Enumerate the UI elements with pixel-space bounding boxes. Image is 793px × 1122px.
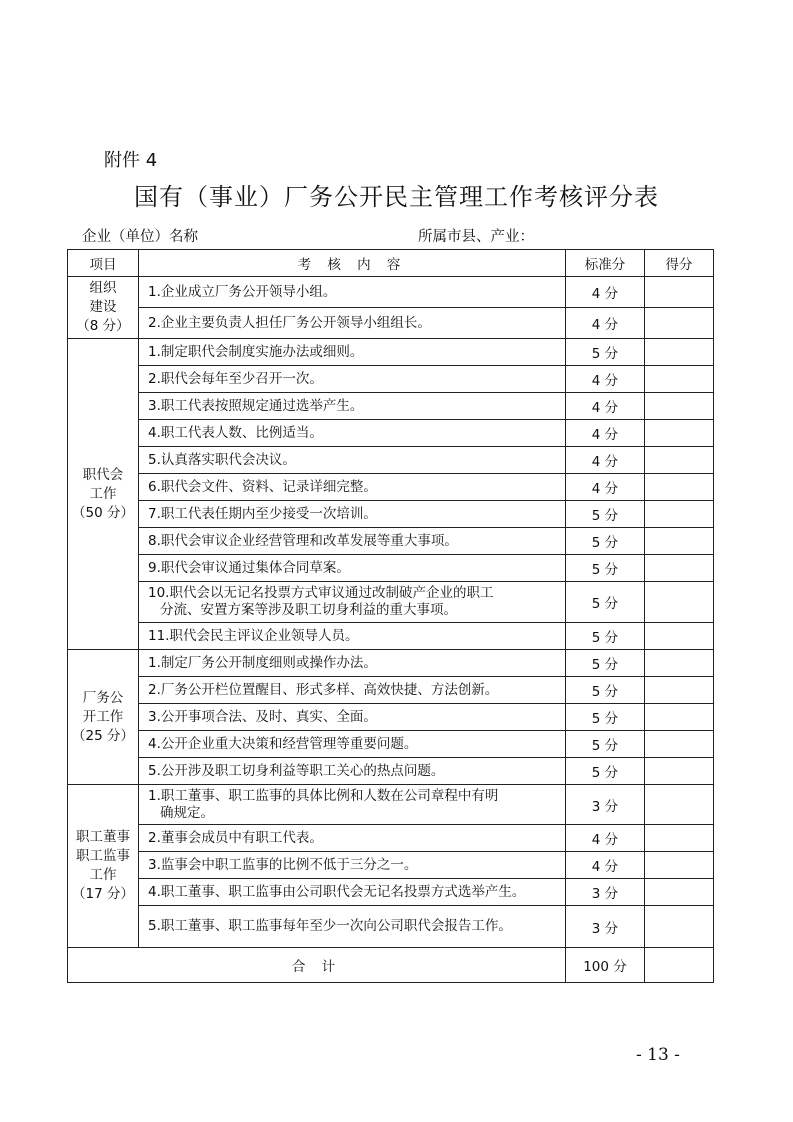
score-cell[interactable] — [645, 447, 714, 474]
standard-points: 5 分 — [566, 339, 645, 366]
item-text: 1.制定厂务公开制度细则或操作办法。 — [139, 650, 566, 677]
score-cell[interactable] — [645, 420, 714, 447]
total-score-cell[interactable] — [645, 948, 714, 983]
item-text: 11.职代会民主评议企业领导人员。 — [139, 623, 566, 650]
score-cell[interactable] — [645, 277, 714, 308]
standard-points: 4 分 — [566, 308, 645, 339]
standard-points: 5 分 — [566, 704, 645, 731]
table-row — [68, 906, 714, 948]
table-row — [68, 474, 714, 501]
page-title: 国有（事业）厂务公开民主管理工作考核评分表 — [134, 183, 659, 211]
table-row — [68, 555, 714, 582]
category-line: 工作 — [89, 485, 117, 502]
item-text: 4.职工董事、职工监事由公司职代会无记名投票方式选举产生。 — [139, 879, 566, 906]
table-row — [68, 393, 714, 420]
item-text: 4.职工代表人数、比例适当。 — [139, 420, 566, 447]
table-row — [68, 447, 714, 474]
standard-points: 4 分 — [566, 852, 645, 879]
item-text-line2: 确规定。 — [160, 804, 214, 821]
company-name-label: 企业（单位）名称 — [82, 229, 198, 245]
score-cell[interactable] — [645, 308, 714, 339]
category-points: （17 分） — [72, 886, 134, 902]
score-cell[interactable] — [645, 339, 714, 366]
item-text-line1: 10.职代会以无记名投票方式审议通过改制破产企业的职工 — [148, 585, 494, 601]
score-cell[interactable] — [645, 731, 714, 758]
header-standard: 标准分 — [566, 250, 645, 277]
table-row — [68, 650, 714, 677]
table-row — [68, 852, 714, 879]
score-cell[interactable] — [645, 825, 714, 852]
table-row — [68, 528, 714, 555]
standard-points: 5 分 — [566, 650, 645, 677]
item-text: 2.企业主要负责人担任厂务公开领导小组组长。 — [139, 308, 566, 339]
item-text: 4.公开企业重大决策和经营管理等重要问题。 — [139, 731, 566, 758]
item-text: 5.认真落实职代会决议。 — [139, 447, 566, 474]
standard-points: 5 分 — [566, 731, 645, 758]
score-cell[interactable] — [645, 501, 714, 528]
header-score: 得分 — [645, 250, 714, 277]
total-label: 合 计 — [68, 948, 566, 983]
item-text-line1: 1.职工董事、职工监事的具体比例和人数在公司章程中有明 — [148, 787, 499, 804]
region-industry-label: 所属市县、产业： — [418, 229, 534, 245]
table-row — [68, 501, 714, 528]
table-row — [68, 277, 714, 308]
item-text: 2.职代会每年至少召开一次。 — [139, 366, 566, 393]
table-row — [68, 582, 714, 623]
standard-points: 4 分 — [566, 420, 645, 447]
score-cell[interactable] — [645, 879, 714, 906]
standard-points: 5 分 — [566, 528, 645, 555]
table-row — [68, 339, 714, 366]
category-points: （50 分） — [72, 504, 134, 521]
table-row — [68, 704, 714, 731]
item-text: 7.职工代表任期内至少接受一次培训。 — [139, 501, 566, 528]
total-row — [68, 948, 714, 983]
table-row — [68, 420, 714, 447]
standard-points: 4 分 — [566, 366, 645, 393]
standard-points: 4 分 — [566, 825, 645, 852]
assessment-table — [67, 249, 714, 983]
category-line: 开工作 — [82, 708, 124, 725]
standard-points: 5 分 — [566, 758, 645, 785]
item-text: 8.职代会审议企业经营管理和改革发展等重大事项。 — [139, 528, 566, 555]
category-points: （8 分） — [76, 318, 130, 334]
total-points: 100 分 — [566, 948, 645, 983]
category-line: 厂务公 — [82, 689, 124, 706]
category-points: （25 分） — [72, 727, 134, 744]
item-text: 2.董事会成员中有职工代表。 — [139, 825, 566, 852]
score-cell[interactable] — [645, 677, 714, 704]
table-row — [68, 825, 714, 852]
category-line: 职工监事 — [76, 848, 130, 864]
table-row — [68, 366, 714, 393]
score-cell[interactable] — [645, 474, 714, 501]
standard-points: 5 分 — [566, 677, 645, 704]
standard-points: 3 分 — [566, 785, 645, 825]
item-text: 3.公开事项合法、及时、真实、全面。 — [139, 704, 566, 731]
standard-points: 3 分 — [566, 879, 645, 906]
page-number: - 13 - — [636, 1045, 680, 1065]
standard-points: 4 分 — [566, 474, 645, 501]
score-cell[interactable] — [645, 366, 714, 393]
item-text: 1.制定职代会制度实施办法或细则。 — [139, 339, 566, 366]
score-cell[interactable] — [645, 704, 714, 731]
item-text-line2: 分流、安置方案等涉及职工切身利益的重大事项。 — [160, 602, 457, 618]
score-cell[interactable] — [645, 582, 714, 623]
score-cell[interactable] — [645, 785, 714, 825]
score-cell[interactable] — [645, 758, 714, 785]
item-text: 5.公开涉及职工切身利益等职工关心的热点问题。 — [139, 758, 566, 785]
standard-points: 4 分 — [566, 393, 645, 420]
item-text: 6.职代会文件、资料、记录详细完整。 — [139, 474, 566, 501]
score-cell[interactable] — [645, 393, 714, 420]
item-text: 3.职工代表按照规定通过选举产生。 — [139, 393, 566, 420]
item-text: 3.监事会中职工监事的比例不低于三分之一。 — [139, 852, 566, 879]
category-line: 组织 — [89, 280, 117, 296]
standard-points: 5 分 — [566, 623, 645, 650]
attachment-label: 附件 4 — [104, 150, 158, 171]
table-row — [68, 623, 714, 650]
standard-points: 5 分 — [566, 582, 645, 623]
score-cell[interactable] — [645, 528, 714, 555]
category-line: 建设 — [89, 299, 117, 315]
header-content: 考 核 内 容 — [139, 250, 566, 277]
standard-points: 4 分 — [566, 447, 645, 474]
category-line: 职代会 — [82, 466, 124, 483]
standard-points: 3 分 — [566, 906, 645, 948]
category-line: 工作 — [89, 867, 117, 883]
standard-points: 5 分 — [566, 501, 645, 528]
category-congress — [68, 339, 139, 650]
score-cell[interactable] — [645, 852, 714, 879]
table-row — [68, 677, 714, 704]
table-row — [68, 308, 714, 339]
table-row — [68, 785, 714, 825]
score-cell[interactable] — [645, 650, 714, 677]
item-text: 5.职工董事、职工监事每年至少一次向公司职代会报告工作。 — [139, 906, 566, 948]
category-org — [68, 277, 139, 339]
item-text: 1.企业成立厂务公开领导小组。 — [139, 277, 566, 308]
table-row — [68, 731, 714, 758]
standard-points: 4 分 — [566, 277, 645, 308]
category-line: 职工董事 — [76, 829, 130, 845]
item-text: 2.厂务公开栏位置醒目、形式多样、高效快捷、方法创新。 — [139, 677, 566, 704]
table-row — [68, 758, 714, 785]
header-row — [68, 250, 714, 277]
score-cell[interactable] — [645, 555, 714, 582]
score-cell[interactable] — [645, 906, 714, 948]
item-text — [139, 582, 566, 623]
header-item: 项目 — [68, 250, 139, 277]
score-cell[interactable] — [645, 623, 714, 650]
category-directors — [68, 785, 139, 948]
table-row — [68, 879, 714, 906]
category-disclosure — [68, 650, 139, 785]
item-text — [139, 785, 566, 825]
standard-points: 5 分 — [566, 555, 645, 582]
item-text: 9.职代会审议通过集体合同草案。 — [139, 555, 566, 582]
